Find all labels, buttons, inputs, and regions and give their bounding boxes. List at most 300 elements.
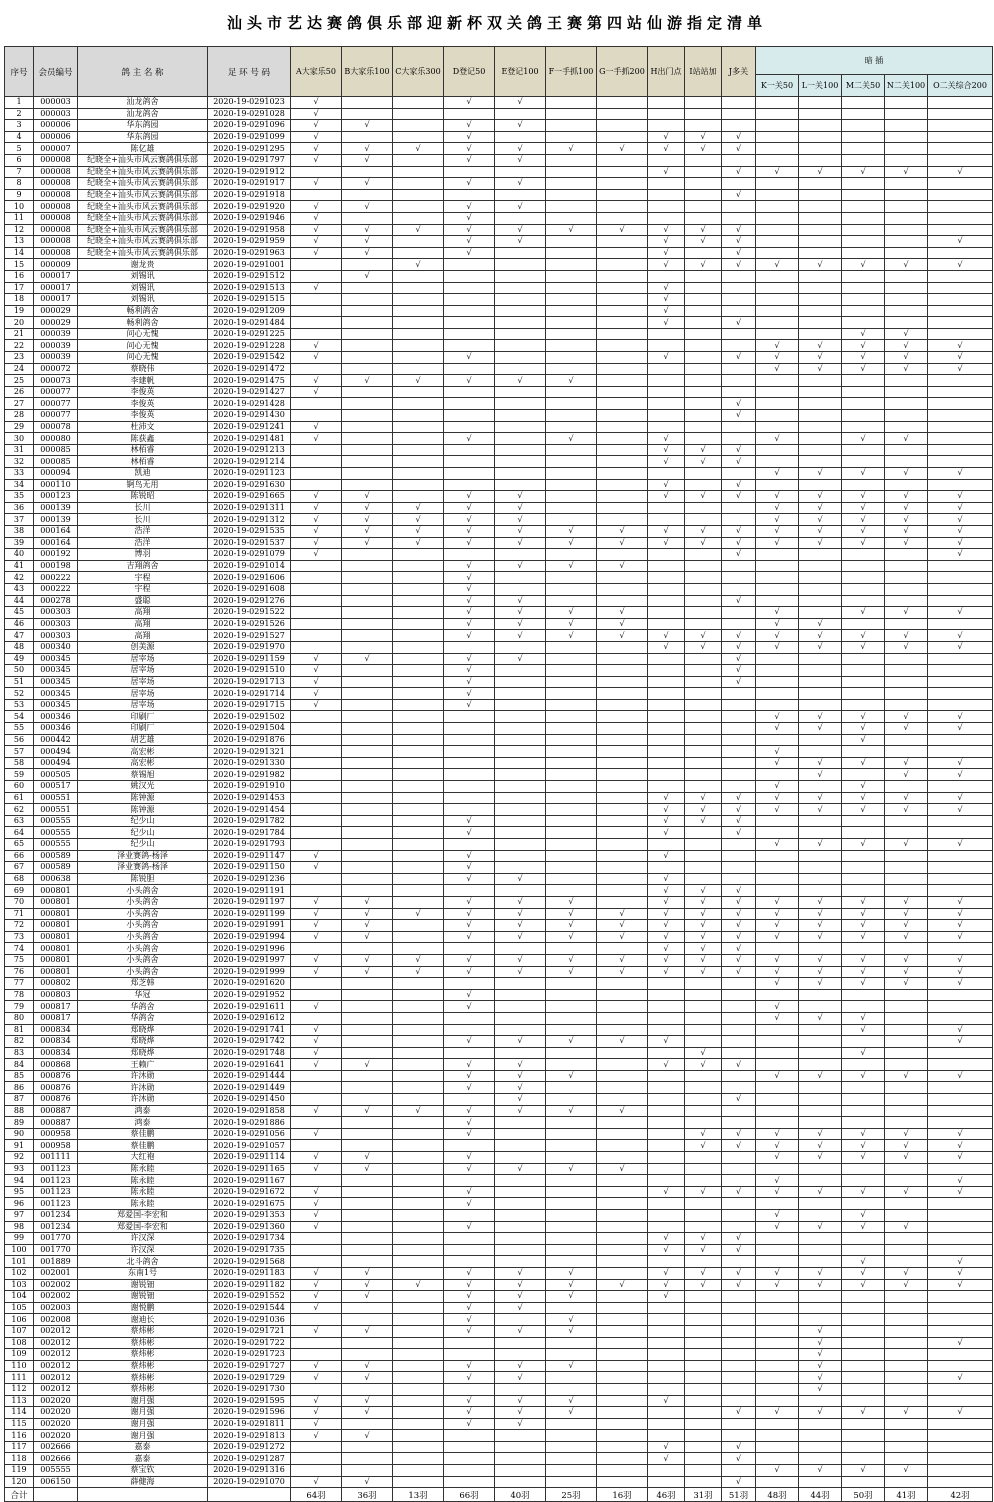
row-ring-number: 2020-19-0291450 — [208, 1094, 291, 1106]
row-seq: 102 — [5, 1267, 34, 1279]
cell-cat-m — [842, 398, 885, 410]
cell-cat-e — [495, 189, 546, 201]
cell-cat-o: √ — [928, 514, 993, 526]
cell-cat-f: √ — [546, 954, 597, 966]
cell-cat-g: √ — [597, 908, 648, 920]
cell-cat-l — [799, 317, 842, 329]
cell-cat-h — [648, 1430, 685, 1442]
row-ring-number: 2020-19-0291568 — [208, 1256, 291, 1268]
cell-cat-a — [291, 398, 342, 410]
cell-cat-m: √ — [842, 920, 885, 932]
row-owner: 郑芝韩 — [78, 978, 208, 990]
cell-cat-g — [597, 1186, 648, 1198]
cell-cat-n: √ — [885, 1221, 928, 1233]
cell-cat-a — [291, 1244, 342, 1256]
row-member-id: 000192 — [34, 549, 78, 561]
cell-cat-o — [928, 1383, 993, 1395]
cell-cat-f — [546, 1186, 597, 1198]
cell-cat-k: √ — [756, 525, 799, 537]
cell-cat-a: √ — [291, 537, 342, 549]
cell-cat-m — [842, 1117, 885, 1129]
cell-cat-f — [546, 1128, 597, 1140]
cell-cat-n — [885, 120, 928, 132]
cell-cat-m — [842, 1059, 885, 1071]
cell-cat-b — [342, 665, 393, 677]
row-member-id: 002012 — [34, 1325, 78, 1337]
cell-cat-l — [799, 989, 842, 1001]
table-row — [5, 525, 993, 537]
table-row — [5, 97, 993, 109]
cell-cat-n — [885, 1291, 928, 1303]
row-ring-number: 2020-19-0291970 — [208, 641, 291, 653]
cell-cat-h: √ — [648, 1453, 685, 1465]
cell-cat-b — [342, 1094, 393, 1106]
row-ring-number: 2020-19-0291023 — [208, 97, 291, 109]
cell-cat-k: √ — [756, 1210, 799, 1222]
table-row — [5, 421, 993, 433]
cell-cat-k: √ — [756, 1152, 799, 1164]
cell-cat-h: √ — [648, 1059, 685, 1071]
row-ring-number: 2020-19-0291167 — [208, 1175, 291, 1187]
totals-label: 合计 — [5, 1488, 34, 1502]
cell-cat-d — [444, 1349, 495, 1361]
row-member-id: 000834 — [34, 1047, 78, 1059]
cell-cat-i: √ — [685, 537, 722, 549]
cell-cat-e: √ — [495, 1325, 546, 1337]
cell-cat-c — [393, 1117, 444, 1129]
row-seq: 31 — [5, 444, 34, 456]
row-member-id: 000801 — [34, 908, 78, 920]
cell-cat-l: √ — [799, 537, 842, 549]
cell-cat-l: √ — [799, 491, 842, 503]
row-member-id: 000009 — [34, 259, 78, 271]
cell-cat-h — [648, 1210, 685, 1222]
cell-cat-c — [393, 1256, 444, 1268]
table-row — [5, 1001, 993, 1013]
row-member-id: 002002 — [34, 1291, 78, 1303]
cell-cat-c — [393, 734, 444, 746]
cell-cat-i — [685, 746, 722, 758]
cell-cat-e: √ — [495, 120, 546, 132]
row-member-id: 000887 — [34, 1117, 78, 1129]
cell-cat-f — [546, 1430, 597, 1442]
cell-cat-n — [885, 1360, 928, 1372]
cell-cat-m — [842, 1360, 885, 1372]
cell-cat-k — [756, 688, 799, 700]
row-member-id: 000801 — [34, 966, 78, 978]
cell-cat-n: √ — [885, 1186, 928, 1198]
cell-cat-n — [885, 1001, 928, 1013]
cell-cat-a: √ — [291, 212, 342, 224]
cell-cat-h — [648, 618, 685, 630]
row-seq: 32 — [5, 456, 34, 468]
cell-cat-k — [756, 1117, 799, 1129]
row-ring-number: 2020-19-0291999 — [208, 966, 291, 978]
cell-cat-i — [685, 1152, 722, 1164]
row-seq: 58 — [5, 757, 34, 769]
cell-cat-e: √ — [495, 595, 546, 607]
cell-cat-i: √ — [685, 444, 722, 456]
cell-cat-o: √ — [928, 1175, 993, 1187]
cell-cat-a: √ — [291, 154, 342, 166]
cell-cat-o — [928, 676, 993, 688]
row-member-id: 000222 — [34, 583, 78, 595]
cell-cat-h: √ — [648, 792, 685, 804]
row-seq: 71 — [5, 908, 34, 920]
cell-cat-i: √ — [685, 236, 722, 248]
table-row — [5, 1012, 993, 1024]
cell-cat-c — [393, 305, 444, 317]
row-owner: 高翔 — [78, 630, 208, 642]
table-row — [5, 665, 993, 677]
row-seq: 59 — [5, 769, 34, 781]
cell-cat-n — [885, 282, 928, 294]
row-member-id: 000887 — [34, 1105, 78, 1117]
cell-cat-a: √ — [291, 920, 342, 932]
row-member-id: 000164 — [34, 525, 78, 537]
row-seq: 79 — [5, 1001, 34, 1013]
cell-cat-j — [722, 328, 756, 340]
row-ring-number: 2020-19-0291722 — [208, 1337, 291, 1349]
row-seq: 56 — [5, 734, 34, 746]
cell-cat-e — [495, 549, 546, 561]
cell-cat-g — [597, 1256, 648, 1268]
row-owner: 长川 — [78, 502, 208, 514]
table-row — [5, 607, 993, 619]
row-owner: 纪晓全+汕头市风云赛鸽俱乐部 — [78, 224, 208, 236]
cell-cat-c: √ — [393, 1105, 444, 1117]
cell-cat-c — [393, 1360, 444, 1372]
cell-cat-b — [342, 317, 393, 329]
cell-cat-k: √ — [756, 433, 799, 445]
cell-cat-e: √ — [495, 873, 546, 885]
table-row — [5, 1325, 993, 1337]
cell-cat-m: √ — [842, 259, 885, 271]
cell-cat-h: √ — [648, 966, 685, 978]
cell-cat-f — [546, 943, 597, 955]
cell-cat-d — [444, 270, 495, 282]
cell-cat-c — [393, 1233, 444, 1245]
cell-cat-i — [685, 572, 722, 584]
cell-cat-m: √ — [842, 954, 885, 966]
table-row — [5, 1372, 993, 1384]
row-seq: 114 — [5, 1407, 34, 1419]
cell-cat-e — [495, 317, 546, 329]
cell-cat-h — [648, 1465, 685, 1477]
cell-cat-g — [597, 699, 648, 711]
cell-cat-m — [842, 688, 885, 700]
cell-cat-j: √ — [722, 189, 756, 201]
cell-cat-b — [342, 873, 393, 885]
cell-cat-f — [546, 259, 597, 271]
table-row — [5, 839, 993, 851]
cell-cat-m: √ — [842, 792, 885, 804]
cell-cat-a — [291, 827, 342, 839]
cell-cat-n — [885, 143, 928, 155]
cell-cat-f — [546, 282, 597, 294]
cell-cat-i — [685, 1476, 722, 1488]
cell-cat-b — [342, 1337, 393, 1349]
cell-cat-a: √ — [291, 236, 342, 248]
cell-cat-d: √ — [444, 236, 495, 248]
cell-cat-o — [928, 328, 993, 340]
row-ring-number: 2020-19-0291715 — [208, 699, 291, 711]
cell-cat-e: √ — [495, 236, 546, 248]
row-owner: 谢月强 — [78, 1407, 208, 1419]
cell-cat-c: √ — [393, 537, 444, 549]
cell-cat-b — [342, 1302, 393, 1314]
row-owner: 纪少山 — [78, 839, 208, 851]
cell-cat-l — [799, 189, 842, 201]
cell-cat-f — [546, 363, 597, 375]
cell-cat-a: √ — [291, 1163, 342, 1175]
cell-cat-g — [597, 1117, 648, 1129]
cell-cat-l — [799, 375, 842, 387]
cell-cat-j — [722, 989, 756, 1001]
cell-cat-m — [842, 1441, 885, 1453]
cell-cat-g — [597, 1291, 648, 1303]
cell-cat-h — [648, 699, 685, 711]
cell-cat-k: √ — [756, 607, 799, 619]
cell-cat-l — [799, 1082, 842, 1094]
cell-cat-o: √ — [928, 607, 993, 619]
cell-cat-m — [842, 120, 885, 132]
cell-cat-a: √ — [291, 954, 342, 966]
row-seq: 78 — [5, 989, 34, 1001]
cell-cat-k — [756, 224, 799, 236]
row-owner: 居宰场 — [78, 676, 208, 688]
cell-cat-f — [546, 1244, 597, 1256]
cell-cat-i — [685, 862, 722, 874]
cell-cat-o — [928, 1198, 993, 1210]
cell-cat-d: √ — [444, 1314, 495, 1326]
cell-cat-a: √ — [291, 502, 342, 514]
cell-cat-l: √ — [799, 711, 842, 723]
row-owner: 林栢睿 — [78, 456, 208, 468]
table-row — [5, 386, 993, 398]
row-ring-number: 2020-19-0291730 — [208, 1383, 291, 1395]
cell-cat-i — [685, 1372, 722, 1384]
cell-cat-e — [495, 270, 546, 282]
cell-cat-g — [597, 1337, 648, 1349]
row-seq: 55 — [5, 723, 34, 735]
cell-cat-b — [342, 572, 393, 584]
cell-cat-d — [444, 978, 495, 990]
table-row — [5, 954, 993, 966]
row-seq: 112 — [5, 1383, 34, 1395]
cell-cat-e — [495, 479, 546, 491]
cell-cat-l: √ — [799, 1152, 842, 1164]
cell-cat-l: √ — [799, 1279, 842, 1291]
row-seq: 25 — [5, 375, 34, 387]
row-owner: 小头鸽舍 — [78, 931, 208, 943]
row-owner: 长川 — [78, 514, 208, 526]
row-owner: 居宰场 — [78, 699, 208, 711]
row-owner: 谢月强 — [78, 1395, 208, 1407]
cell-cat-i: √ — [685, 1186, 722, 1198]
row-member-id: 000555 — [34, 815, 78, 827]
cell-cat-c — [393, 1465, 444, 1477]
cell-cat-e — [495, 711, 546, 723]
cell-cat-l: √ — [799, 630, 842, 642]
cell-cat-n — [885, 1256, 928, 1268]
cell-cat-n: √ — [885, 433, 928, 445]
table-row — [5, 1279, 993, 1291]
cell-cat-o — [928, 444, 993, 456]
cell-cat-c — [393, 1059, 444, 1071]
cell-cat-d — [444, 711, 495, 723]
cell-cat-f — [546, 688, 597, 700]
cell-cat-o — [928, 120, 993, 132]
row-owner: 陈锐胆 — [78, 873, 208, 885]
table-row — [5, 259, 993, 271]
table-row — [5, 549, 993, 561]
cell-cat-c — [393, 282, 444, 294]
cell-cat-h — [648, 1140, 685, 1152]
cell-cat-d: √ — [444, 920, 495, 932]
row-owner: 刘锡讯 — [78, 282, 208, 294]
row-owner: 纪少山 — [78, 827, 208, 839]
row-member-id: 000589 — [34, 850, 78, 862]
row-ring-number: 2020-19-0291330 — [208, 757, 291, 769]
cell-cat-i — [685, 781, 722, 793]
cell-cat-c — [393, 1244, 444, 1256]
cell-cat-h — [648, 549, 685, 561]
cell-cat-h: √ — [648, 282, 685, 294]
cell-cat-d — [444, 1210, 495, 1222]
table-row — [5, 746, 993, 758]
cell-cat-l: √ — [799, 1070, 842, 1082]
row-ring-number: 2020-19-0291858 — [208, 1105, 291, 1117]
cell-cat-e — [495, 1117, 546, 1129]
cell-cat-k: √ — [756, 908, 799, 920]
entry-table — [4, 46, 993, 1502]
cell-cat-b: √ — [342, 920, 393, 932]
cell-cat-n — [885, 212, 928, 224]
cell-cat-a: √ — [291, 653, 342, 665]
cell-cat-f: √ — [546, 908, 597, 920]
header-cat-l: L一关100 — [799, 75, 842, 97]
cell-cat-a: √ — [291, 143, 342, 155]
cell-cat-i: √ — [685, 1128, 722, 1140]
cell-cat-j: √ — [722, 491, 756, 503]
cell-cat-n — [885, 386, 928, 398]
cell-cat-d — [444, 444, 495, 456]
cell-cat-c — [393, 1441, 444, 1453]
row-ring-number: 2020-19-0291225 — [208, 328, 291, 340]
cell-cat-c — [393, 1453, 444, 1465]
cell-cat-c — [393, 398, 444, 410]
cell-cat-i — [685, 514, 722, 526]
cell-cat-k — [756, 665, 799, 677]
cell-cat-f — [546, 862, 597, 874]
row-owner: 华鸽舍 — [78, 1001, 208, 1013]
row-seq: 57 — [5, 746, 34, 758]
row-owner: 郑爱国-李宏和 — [78, 1210, 208, 1222]
row-ring-number: 2020-19-0291714 — [208, 688, 291, 700]
cell-cat-b — [342, 1175, 393, 1187]
cell-cat-h — [648, 1047, 685, 1059]
cell-cat-o — [928, 1314, 993, 1326]
row-owner: 陈锐昭 — [78, 491, 208, 503]
table-row — [5, 1244, 993, 1256]
cell-cat-n — [885, 1105, 928, 1117]
cell-cat-n — [885, 375, 928, 387]
total-cat-i: 31羽 — [685, 1488, 722, 1502]
cell-cat-o — [928, 305, 993, 317]
header-cat-f: F一手抓100 — [546, 47, 597, 97]
cell-cat-c — [393, 583, 444, 595]
row-owner: 小头鸽舍 — [78, 908, 208, 920]
cell-cat-j — [722, 1372, 756, 1384]
cell-cat-i — [685, 398, 722, 410]
row-member-id: 002001 — [34, 1267, 78, 1279]
cell-cat-a: √ — [291, 1476, 342, 1488]
cell-cat-f — [546, 1001, 597, 1013]
cell-cat-d: √ — [444, 1291, 495, 1303]
cell-cat-e — [495, 294, 546, 306]
cell-cat-i — [685, 502, 722, 514]
cell-cat-k — [756, 1105, 799, 1117]
cell-cat-f — [546, 978, 597, 990]
table-row — [5, 792, 993, 804]
cell-cat-a — [291, 317, 342, 329]
cell-cat-o — [928, 1349, 993, 1361]
row-owner: 刘锡讯 — [78, 270, 208, 282]
row-ring-number: 2020-19-0291782 — [208, 815, 291, 827]
cell-cat-n: √ — [885, 352, 928, 364]
cell-cat-k: √ — [756, 630, 799, 642]
cell-cat-k: √ — [756, 1140, 799, 1152]
cell-cat-m: √ — [842, 502, 885, 514]
cell-cat-k: √ — [756, 618, 799, 630]
cell-cat-d — [444, 317, 495, 329]
cell-cat-e — [495, 1314, 546, 1326]
cell-cat-l: √ — [799, 1221, 842, 1233]
cell-cat-g — [597, 1233, 648, 1245]
cell-cat-h: √ — [648, 954, 685, 966]
cell-cat-c — [393, 1163, 444, 1175]
row-seq: 100 — [5, 1244, 34, 1256]
cell-cat-m — [842, 97, 885, 109]
cell-cat-d — [444, 328, 495, 340]
row-member-id: 002012 — [34, 1360, 78, 1372]
table-row — [5, 294, 993, 306]
cell-cat-g: √ — [597, 630, 648, 642]
cell-cat-a — [291, 769, 342, 781]
cell-cat-k: √ — [756, 1279, 799, 1291]
row-owner: 居宰场 — [78, 688, 208, 700]
cell-cat-b — [342, 804, 393, 816]
cell-cat-i — [685, 688, 722, 700]
cell-cat-h — [648, 386, 685, 398]
cell-cat-c — [393, 699, 444, 711]
cell-cat-c — [393, 746, 444, 758]
cell-cat-o — [928, 1244, 993, 1256]
cell-cat-c — [393, 1476, 444, 1488]
cell-cat-h: √ — [648, 305, 685, 317]
row-seq: 6 — [5, 154, 34, 166]
row-ring-number: 2020-19-0291316 — [208, 1465, 291, 1477]
cell-cat-l — [799, 583, 842, 595]
row-owner: 林栢睿 — [78, 444, 208, 456]
cell-cat-n — [885, 154, 928, 166]
row-member-id: 000876 — [34, 1082, 78, 1094]
cell-cat-m — [842, 1001, 885, 1013]
table-row — [5, 1059, 993, 1071]
row-seq: 40 — [5, 549, 34, 561]
cell-cat-f — [546, 328, 597, 340]
